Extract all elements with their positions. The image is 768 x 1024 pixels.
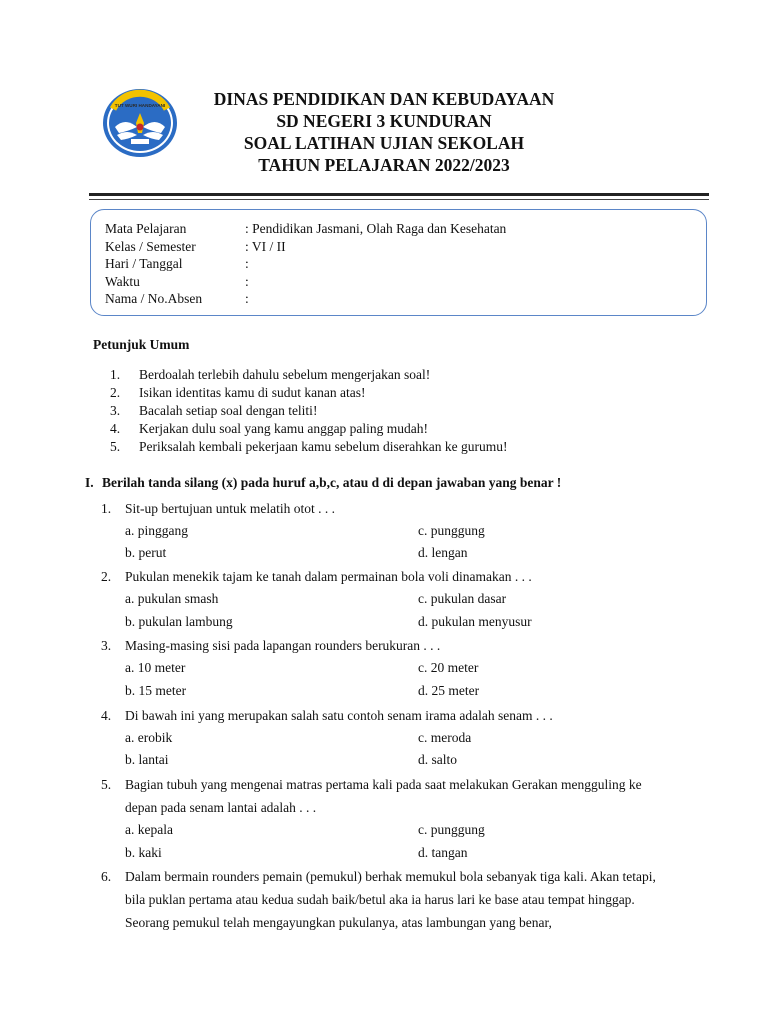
question-number: 1. bbox=[101, 501, 112, 516]
option-b[interactable]: b. kaki bbox=[125, 845, 162, 860]
question-text: Masing-masing sisi pada lapangan rounders berukuran . . . bbox=[125, 638, 441, 653]
header-school: SD NEGERI 3 KUNDURAN bbox=[276, 111, 492, 131]
option-d[interactable]: d. 25 meter bbox=[418, 683, 480, 698]
identity-label: Mata Pelajaran bbox=[105, 221, 187, 236]
instruction-text: Periksalah kembali pekerjaan kamu sebelum diserahkan ke gurumu! bbox=[139, 439, 508, 454]
instruction-number: 2. bbox=[110, 385, 121, 400]
option-a[interactable]: a. 10 meter bbox=[125, 660, 186, 675]
question-number: 4. bbox=[101, 708, 112, 723]
logo-motto-text: TUT WURI HANDAYANI bbox=[114, 103, 166, 108]
option-b[interactable]: b. perut bbox=[125, 545, 167, 560]
identity-value: : Pendidikan Jasmani, Olah Raga dan Kesehatan bbox=[245, 221, 507, 236]
header-agency: DINAS PENDIDIKAN DAN KEBUDAYAAN bbox=[213, 89, 555, 109]
question-text: Bagian tubuh yang mengenai matras pertama kali pada saat melakukan Gerakan mengguling ke depan pada senam lantai adalah . . . bbox=[125, 777, 642, 815]
option-a[interactable]: a. kepala bbox=[125, 822, 173, 837]
question-text: Pukulan menekik tajam ke tanah dalam permainan bola voli dinamakan . . . bbox=[125, 569, 532, 584]
instruction-text: Isikan identitas kamu di sudut kanan atas! bbox=[139, 385, 366, 400]
instruction-text: Bacalah setiap soal dengan teliti! bbox=[139, 403, 318, 418]
identity-label: Hari / Tanggal bbox=[105, 256, 183, 271]
option-c[interactable]: c. punggung bbox=[418, 523, 485, 538]
instruction-text: Kerjakan dulu soal yang kamu anggap paling mudah! bbox=[139, 421, 429, 436]
identity-value: : bbox=[245, 291, 249, 306]
option-a[interactable]: a. pukulan smash bbox=[125, 591, 219, 606]
identity-value: : bbox=[245, 256, 249, 271]
option-c[interactable]: c. meroda bbox=[418, 730, 472, 745]
option-a[interactable]: a. pinggang bbox=[125, 523, 188, 538]
header-divider-thick bbox=[89, 193, 709, 196]
instruction-text: Berdoalah terlebih dahulu sebelum mengerjakan soal! bbox=[139, 367, 431, 382]
identity-box bbox=[90, 209, 707, 316]
question-number: 6. bbox=[101, 869, 112, 884]
instructions-title: Petunjuk Umum bbox=[93, 337, 190, 352]
option-d[interactable]: d. tangan bbox=[418, 845, 468, 860]
option-b[interactable]: b. 15 meter bbox=[125, 683, 187, 698]
option-d[interactable]: d. lengan bbox=[418, 545, 468, 560]
question-number: 5. bbox=[101, 777, 112, 792]
identity-label: Nama / No.Absen bbox=[105, 291, 203, 306]
option-b[interactable]: b. pukulan lambung bbox=[125, 614, 233, 629]
header-exam-title: SOAL LATIHAN UJIAN SEKOLAH bbox=[243, 133, 525, 153]
header-divider-thin bbox=[89, 199, 709, 200]
option-b[interactable]: b. lantai bbox=[125, 752, 169, 767]
option-c[interactable]: c. punggung bbox=[418, 822, 485, 837]
identity-value: : VI / II bbox=[245, 239, 286, 254]
option-a[interactable]: a. erobik bbox=[125, 730, 173, 745]
identity-label: Kelas / Semester bbox=[105, 239, 196, 254]
question-text: Sit-up bertujuan untuk melatih otot . . . bbox=[125, 501, 335, 516]
identity-value: : bbox=[245, 274, 249, 289]
option-d[interactable]: d. pukulan menyusur bbox=[418, 614, 532, 629]
section-instruction: Berilah tanda silang (x) pada huruf a,b,c, atau d di depan jawaban yang benar ! bbox=[102, 475, 562, 490]
question-text: Dalam bermain rounders pemain (pemukul) berhak memukul bola sebanyak tiga kali. Akan tetapi, bila puklan pertama atau kedua sudah baik/betul aka ia harus lari ke base atau tempat hinggap. Seorang pemukul telah mengayungkan pukulanya, atas lambungan yang benar, bbox=[125, 869, 656, 930]
option-c[interactable]: c. pukulan dasar bbox=[418, 591, 507, 606]
header-year: TAHUN PELAJARAN 2022/2023 bbox=[258, 155, 510, 175]
option-d[interactable]: d. salto bbox=[418, 752, 457, 767]
question-number: 3. bbox=[101, 638, 112, 653]
instruction-number: 3. bbox=[110, 403, 121, 418]
section-number: I. bbox=[85, 475, 94, 490]
instruction-number: 4. bbox=[110, 421, 121, 436]
document-header bbox=[120, 88, 648, 176]
question-number: 2. bbox=[101, 569, 112, 584]
identity-label: Waktu bbox=[105, 274, 140, 289]
instruction-number: 1. bbox=[110, 367, 121, 382]
question-text: Di bawah ini yang merupakan salah satu contoh senam irama adalah senam . . . bbox=[125, 708, 553, 723]
option-c[interactable]: c. 20 meter bbox=[418, 660, 479, 675]
instruction-number: 5. bbox=[110, 439, 121, 454]
